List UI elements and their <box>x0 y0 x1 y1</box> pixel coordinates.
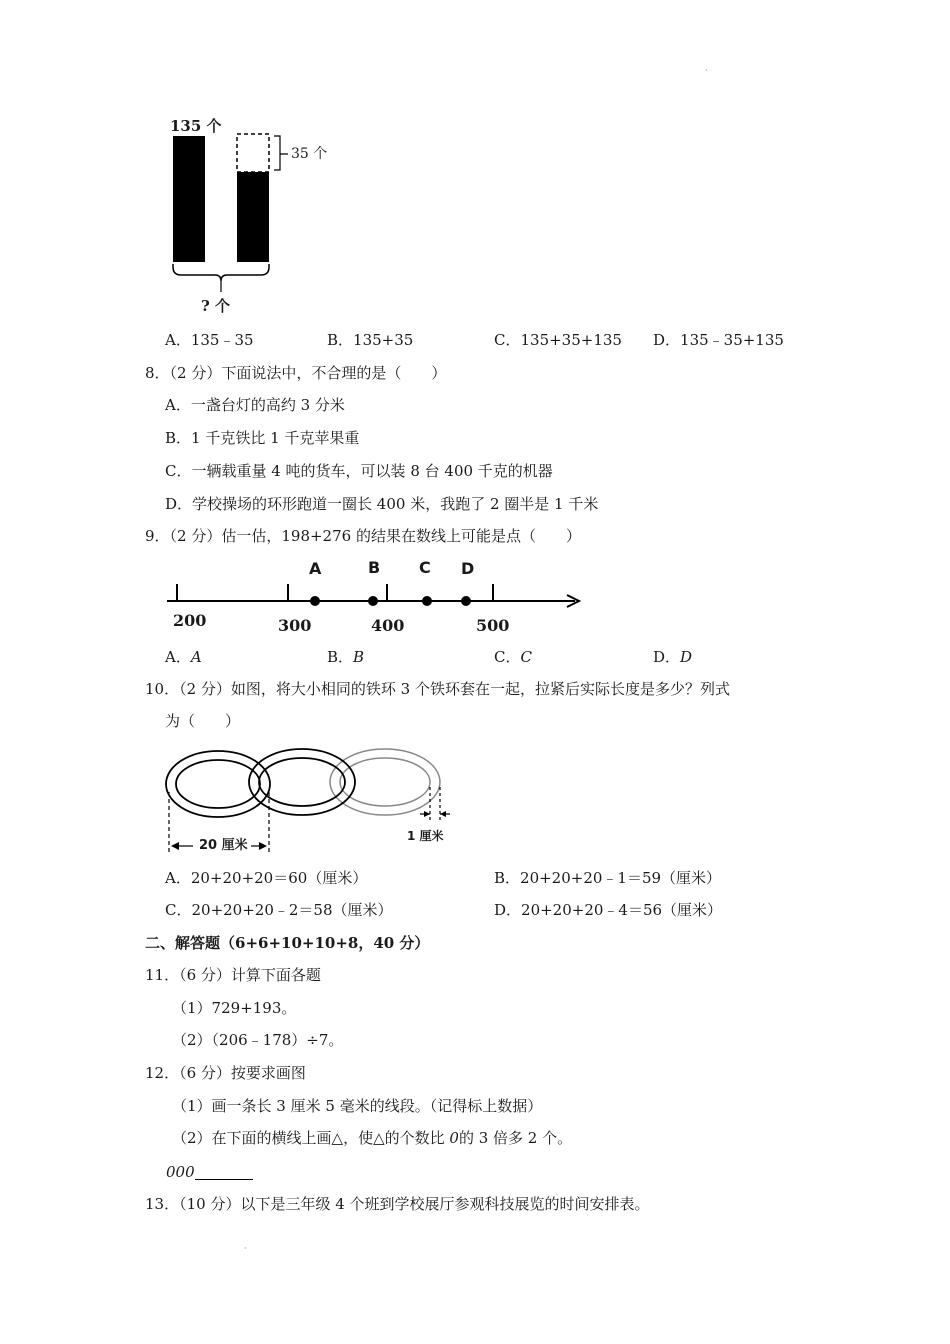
q10-stem-line2: 为（ ） <box>165 712 241 730</box>
q8-option-a: A．一盏台灯的高约 3 分米 <box>165 396 345 414</box>
q7-option-d: D．135﹣35+135 <box>653 331 784 349</box>
q7-left-label: 135 个 <box>170 117 222 135</box>
q8-option-d: D．学校操场的环形跑道一圈长 400 米，我跑了 2 圈半是 1 千米 <box>165 495 599 513</box>
q12-blank-line[interactable] <box>195 1164 253 1180</box>
q10-option-c: C．20+20+20﹣2＝58（厘米） <box>165 901 393 919</box>
q10-ring-length-label: 20 厘米 <box>199 838 248 853</box>
section-2-title: 二、解答题（6+6+10+10+8，40 分） <box>145 934 430 952</box>
q7-bracket-label: 35 个 <box>291 146 328 162</box>
q12-stem: 12．（6 分）按要求画图 <box>145 1064 306 1082</box>
q11-item-2: （2）（206﹣178）÷7。 <box>172 1031 344 1049</box>
q9-option-a: A．A <box>165 648 202 666</box>
q8-option-b: B．1 千克铁比 1 千克苹果重 <box>165 429 360 447</box>
q12-line-prefix: 000 <box>166 1163 195 1181</box>
q7-option-c: C．135+35+135 <box>494 331 622 349</box>
q9-point-b: B <box>368 558 381 577</box>
q8-stem: 8．（2 分）下面说法中，不合理的是（ ） <box>145 364 447 382</box>
q9-option-d: D．D <box>653 648 693 666</box>
q13-stem: 13．（10 分）以下是三年级 4 个班到学校展厅参观科技展览的时间安排表。 <box>145 1195 650 1213</box>
q12-item-2: （2）在下面的横线上画△，使△的个数比 0的 3 倍多 2 个。 <box>172 1129 573 1147</box>
q7-option-b: B．135+35 <box>327 331 414 349</box>
q10-stem-line1: 10．（2 分）如图，将大小相同的铁环 3 个铁环套在一起，拉紧后实际长度是多少？列式 <box>145 680 730 698</box>
q10-option-b: B．20+20+20﹣1＝59（厘米） <box>494 869 722 887</box>
q7-option-a: A．135﹣35 <box>165 331 254 349</box>
q7-bar-diagram <box>165 112 335 320</box>
q10-option-d: D．20+20+20﹣4＝56（厘米） <box>494 901 723 919</box>
q11-item-1: （1）729+193。 <box>172 999 297 1017</box>
q10-thickness-label: 1 厘米 <box>407 829 444 843</box>
q9-point-c: C <box>419 558 431 577</box>
q9-tick-400: 400 <box>371 616 405 635</box>
q9-option-b: B．B <box>327 648 365 666</box>
q10-rings-diagram <box>165 742 455 860</box>
q12-item-1: （1）画一条长 3 厘米 5 毫米的线段。（记得标上数据） <box>172 1097 543 1115</box>
q9-tick-200: 200 <box>173 611 207 630</box>
q12-answer-line <box>166 1164 253 1180</box>
q9-tick-300: 300 <box>278 616 312 635</box>
q11-stem: 11．（6 分）计算下面各题 <box>145 966 321 984</box>
q9-point-d: D <box>461 559 475 578</box>
q9-stem: 9．（2 分）估一估，198+276 的结果在数线上可能是点（ ） <box>145 527 581 545</box>
q9-option-c: C．C <box>494 648 532 666</box>
q9-tick-500: 500 <box>476 616 510 635</box>
q9-point-a: A <box>309 559 322 578</box>
q7-bottom-label: ? 个 <box>201 297 231 315</box>
q8-option-c: C．一辆载重量 4 吨的货车，可以装 8 台 400 千克的机器 <box>165 462 553 480</box>
q9-number-line <box>165 556 585 636</box>
q10-option-a: A．20+20+20＝60（厘米） <box>165 869 368 887</box>
